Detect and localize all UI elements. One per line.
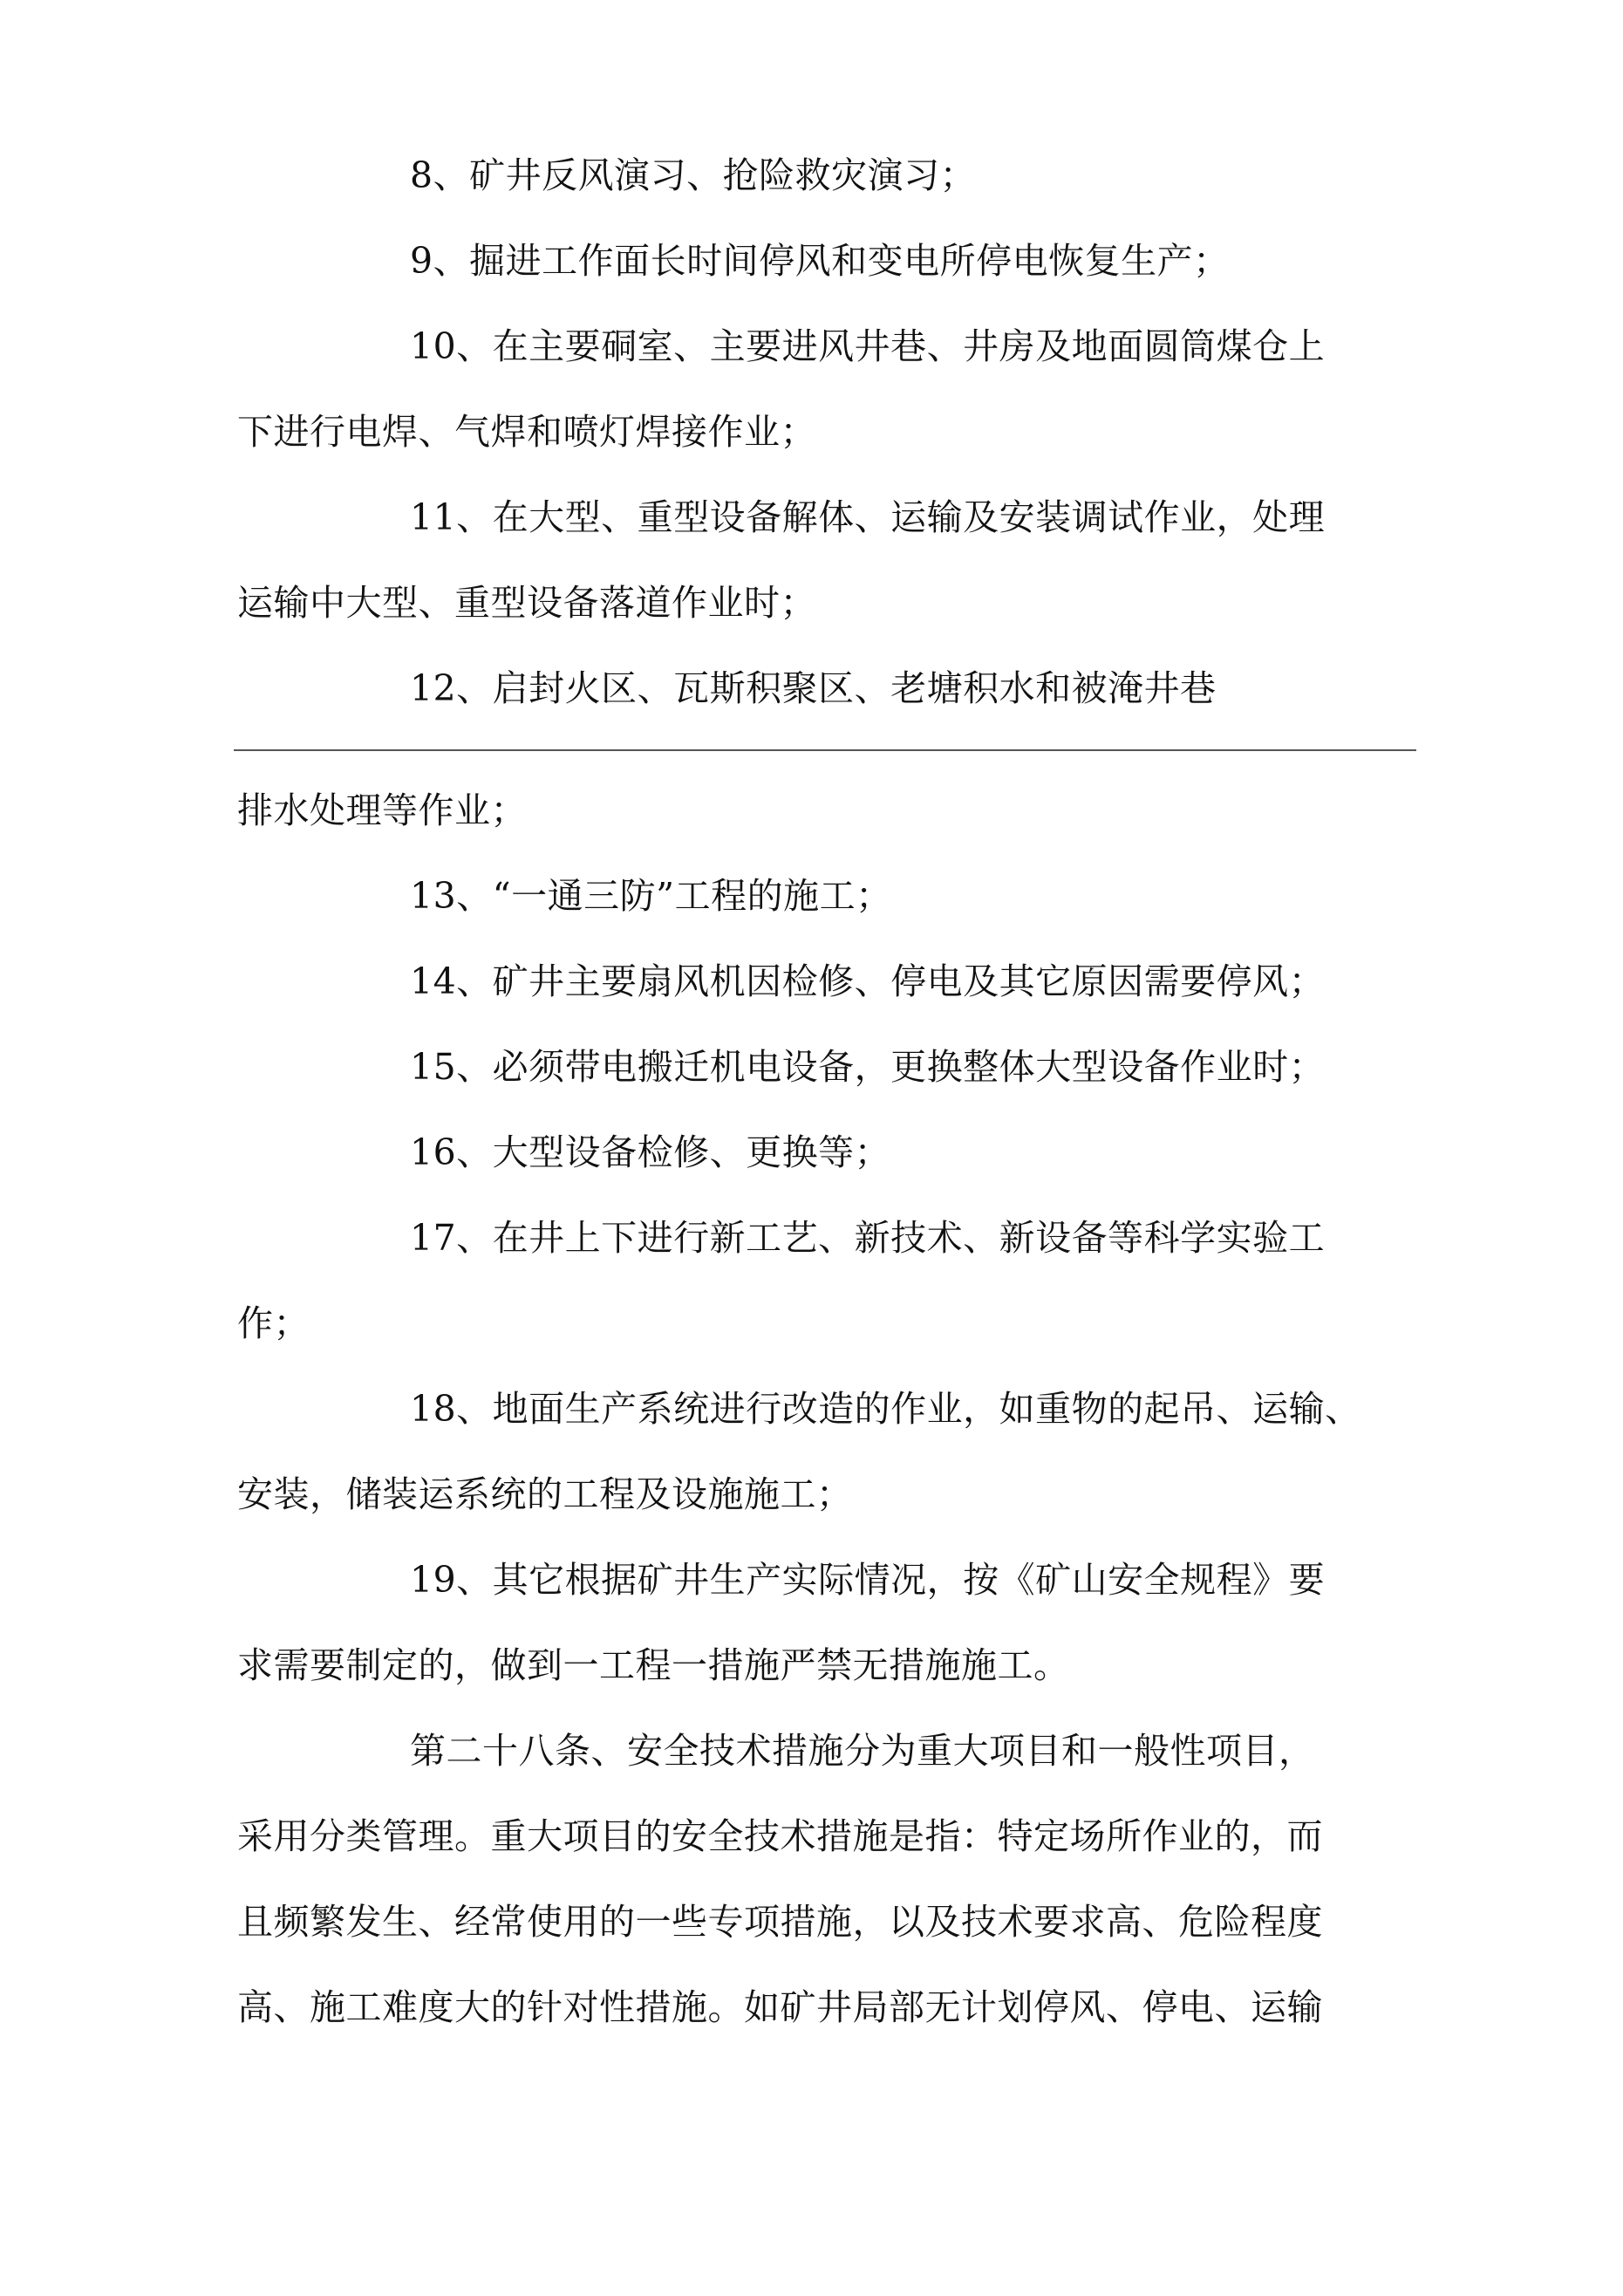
list-item-18-line-2: 安装，储装运系统的工程及设施施工； [237,1473,853,1515]
list-item-12-line-2: 排水处理等作业； [237,789,527,831]
list-item-14: 14、矿井主要扇风机因检修、停电及其它原因需要停风； [410,960,1326,1002]
list-item-12-line-1: 12、启封火区、瓦斯积聚区、老塘积水和被淹井巷 [410,667,1217,709]
list-item-16: 16、大型设备检修、更换等； [410,1131,891,1173]
list-item-9: 9、掘进工作面长时间停风和变电所停电恢复生产； [410,240,1230,282]
list-item-15: 15、必须带电搬迁机电设备，更换整体大型设备作业时； [410,1046,1326,1088]
list-item-10-line-1: 10、在主要硐室、主要进风井巷、井房及地面圆筒煤仓上 [410,325,1326,367]
list-item-17-line-1: 17、在井上下进行新工艺、新技术、新设备等科学实验工 [410,1217,1326,1259]
list-item-11-line-2: 运输中大型、重型设备落道作业时； [237,582,816,624]
list-item-19-line-1: 19、其它根据矿井生产实际情况，按《矿山安全规程》要 [410,1559,1326,1601]
article-28-line-1: 第二十八条、安全技术措施分为重大项目和一般性项目， [410,1730,1315,1772]
list-item-17-line-2: 作； [237,1302,310,1344]
article-28-line-2: 采用分类管理。重大项目的安全技术措施是指：特定场所作业的，而 [237,1815,1323,1857]
list-item-11-line-1: 11、在大型、重型设备解体、运输及安装调试作业，处理 [410,496,1326,538]
article-28-line-4: 高、施工难度大的针对性措施。如矿井局部无计划停风、停电、运输 [237,1986,1323,2028]
list-item-13: 13、“一通三防”工程的施工； [410,875,892,917]
list-item-10-line-2: 下进行电焊、气焊和喷灯焊接作业； [237,411,816,453]
list-item-19-line-2: 求需要制定的，做到一工程一措施严禁无措施施工。 [237,1644,1070,1686]
page-break-divider [234,749,1416,751]
article-28-line-3: 且频繁发生、经常使用的一些专项措施，以及技术要求高、危险程度 [237,1901,1323,1943]
list-item-8: 8、矿井反风演习、抢险救灾演习； [410,154,977,196]
list-item-18-line-1: 18、地面生产系统进行改造的作业，如重物的起吊、运输、 [410,1388,1361,1430]
